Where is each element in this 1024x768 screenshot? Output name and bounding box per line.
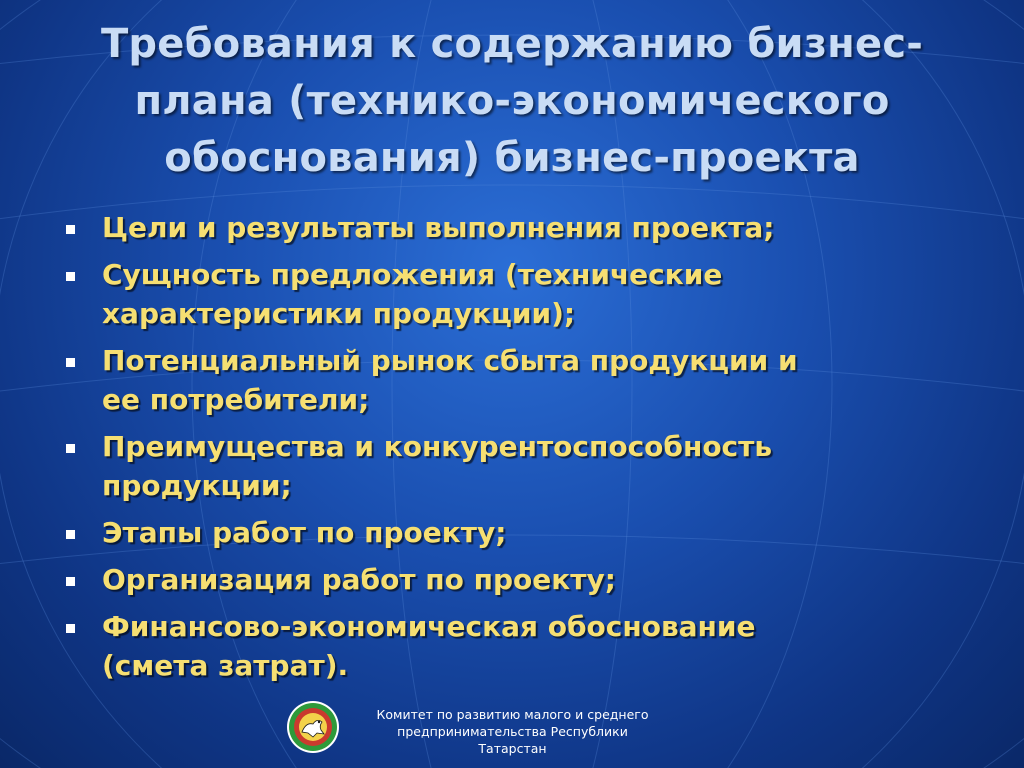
square-bullet-icon bbox=[66, 624, 75, 633]
list-item-text: Этапы работ по проекту; bbox=[102, 516, 507, 549]
list-item-text: Потенциальный рынок сбыта продукции и bbox=[102, 344, 798, 377]
list-item bbox=[60, 513, 990, 552]
list-item-text: Организация работ по проекту; bbox=[102, 563, 616, 596]
square-bullet-icon bbox=[66, 530, 75, 539]
list-item-text: характеристики продукции); bbox=[102, 297, 576, 330]
list-item-text: Финансово-экономическая обоснование bbox=[102, 610, 756, 643]
slide-title-line: обоснования) бизнес-проекта bbox=[164, 135, 860, 181]
slide-title-line: Требования к содержанию бизнес- bbox=[100, 21, 924, 67]
requirements-list bbox=[60, 208, 990, 693]
footer-organization bbox=[345, 706, 680, 757]
square-bullet-icon bbox=[66, 272, 75, 281]
square-bullet-icon bbox=[66, 444, 75, 453]
list-item-text: Цели и результаты выполнения проекта; bbox=[102, 211, 775, 244]
slide-title bbox=[60, 16, 964, 187]
list-item-text: Сущность предложения (технические bbox=[102, 258, 723, 291]
square-bullet-icon bbox=[66, 577, 75, 586]
list-item bbox=[60, 560, 990, 599]
list-item-text: Преимущества и конкурентоспособность bbox=[102, 430, 773, 463]
list-item bbox=[60, 208, 990, 247]
list-item-text: ее потребители; bbox=[102, 383, 370, 416]
list-item bbox=[60, 255, 990, 333]
list-item-text: продукции; bbox=[102, 469, 292, 502]
list-item bbox=[60, 341, 990, 419]
footer-line: предпринимательства Республики bbox=[397, 724, 628, 739]
list-item-text: (смета затрат). bbox=[102, 649, 349, 682]
footer-line: Татарстан bbox=[478, 741, 547, 756]
footer-line: Комитет по развитию малого и среднего bbox=[376, 707, 649, 722]
tatarstan-emblem-icon bbox=[286, 700, 340, 754]
list-item bbox=[60, 607, 990, 685]
list-item bbox=[60, 427, 990, 505]
square-bullet-icon bbox=[66, 225, 75, 234]
square-bullet-icon bbox=[66, 358, 75, 367]
slide-title-line: плана (технико-экономического bbox=[134, 78, 890, 124]
